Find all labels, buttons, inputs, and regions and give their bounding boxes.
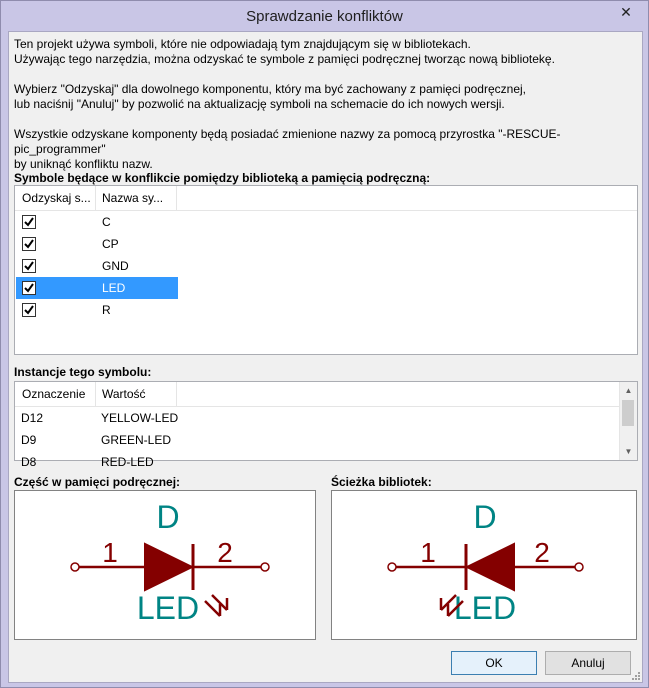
library-value-text: LED [453,590,517,626]
library-pin2-number: 2 [534,537,550,568]
cache-led-symbol [15,491,315,639]
checkmark-icon [23,282,35,294]
window-title: Sprawdzanie konfliktów [246,8,403,25]
scroll-up-arrow-icon[interactable]: ▲ [624,386,633,395]
column-header-value[interactable]: Wartość [102,387,146,401]
library-pin1-end [388,563,396,571]
conflict-row[interactable] [16,277,178,299]
instance-reference: D9 [21,433,37,447]
resize-grip-icon[interactable] [631,671,641,681]
library-ref-text: D [473,499,497,535]
cache-pin1-end [71,563,79,571]
rescue-checkbox[interactable] [22,303,36,317]
column-header-reference[interactable]: Oznaczenie [22,387,86,401]
library-led-symbol [332,491,636,639]
cache-emission-arrows [205,595,227,616]
conflicts-list[interactable] [14,185,638,355]
checkmark-icon [23,238,35,250]
instances-scrollbar[interactable] [619,382,637,460]
instance-value: YELLOW-LED [101,411,179,425]
rescue-checkbox[interactable] [22,259,36,273]
cache-part-preview [14,490,316,640]
checkmark-icon [23,304,35,316]
cache-pin2-number: 2 [217,537,233,568]
rescue-checkbox[interactable] [22,281,36,295]
library-part-preview [331,490,637,640]
library-pin2-end [575,563,583,571]
conflict-row[interactable] [16,211,616,233]
rescue-checkbox[interactable] [22,237,36,251]
instance-value: RED-LED [101,455,154,469]
instance-row[interactable] [16,429,616,451]
column-header-symbol-name[interactable]: Nazwa sy... [102,191,164,205]
conflict-row[interactable] [16,299,616,321]
scroll-down-arrow-icon[interactable]: ▼ [624,447,633,456]
instance-reference: D8 [21,455,37,469]
instances-list[interactable] [14,381,638,469]
symbol-name: GND [102,259,129,273]
library-pin1-number: 1 [420,537,436,568]
cache-ref-text: D [156,499,180,535]
rescue-checkbox[interactable] [22,215,36,229]
instance-reference: D12 [21,411,44,425]
conflicts-header [15,186,637,211]
cache-part-label: Część w pamięci podręcznej: [14,475,181,489]
cache-diode-triangle [145,544,192,590]
symbol-name: LED [102,281,126,295]
conflict-row[interactable] [16,255,616,277]
instance-row[interactable] [16,407,616,429]
cancel-button[interactable]: Anuluj [545,651,631,675]
scroll-thumb[interactable] [622,400,634,426]
instance-row[interactable] [16,451,616,473]
library-diode-triangle [467,544,514,590]
symbol-name: CP [102,237,119,251]
close-button[interactable]: ✕ [620,4,632,20]
instances-label: Instancje tego symbolu: [14,365,152,379]
dialog-body [8,31,643,683]
instance-value: GREEN-LED [101,433,172,447]
symbol-name: C [102,215,111,229]
conflicts-label: Symbole będące w konflikcie pomiędzy biblioteką a pamięcią podręczną: [14,171,431,185]
checkmark-icon [23,216,35,228]
symbol-name: R [102,303,111,317]
column-header-rescue[interactable]: Odzyskaj s... [22,191,91,205]
library-path-label: Ścieżka bibliotek: [331,475,432,489]
ok-button[interactable]: OK [451,651,537,675]
cache-pin1-number: 1 [102,537,118,568]
cache-pin2-end [261,563,269,571]
instances-header [15,382,637,407]
description-text: Ten projekt używa symboli, które nie odpowiadają tym znajdującym się w bibliotekach. Używając tego narzędzia, można odzyskać te symbole z pamięci podręcznej tworząc nową bibliotekę. Wybierz "Odzyskaj" dla dowolnego komponentu, który ma być zachowany z pamięci podręcznej, lub naciśnij "Anuluj" by pozwolić na aktualizację symboli na schemacie do ich nowych wersji. Wszystkie odzyskane komponenty będą posiadać zmienione nazwy za pomocą przyrostka "-RESCUE-pic_programmer" by uniknąć konfliktu nazw. [14,37,561,171]
conflict-row[interactable] [16,233,616,255]
title-bar[interactable] [1,1,648,31]
checkmark-icon [23,260,35,272]
cache-value-text: LED [136,590,200,626]
